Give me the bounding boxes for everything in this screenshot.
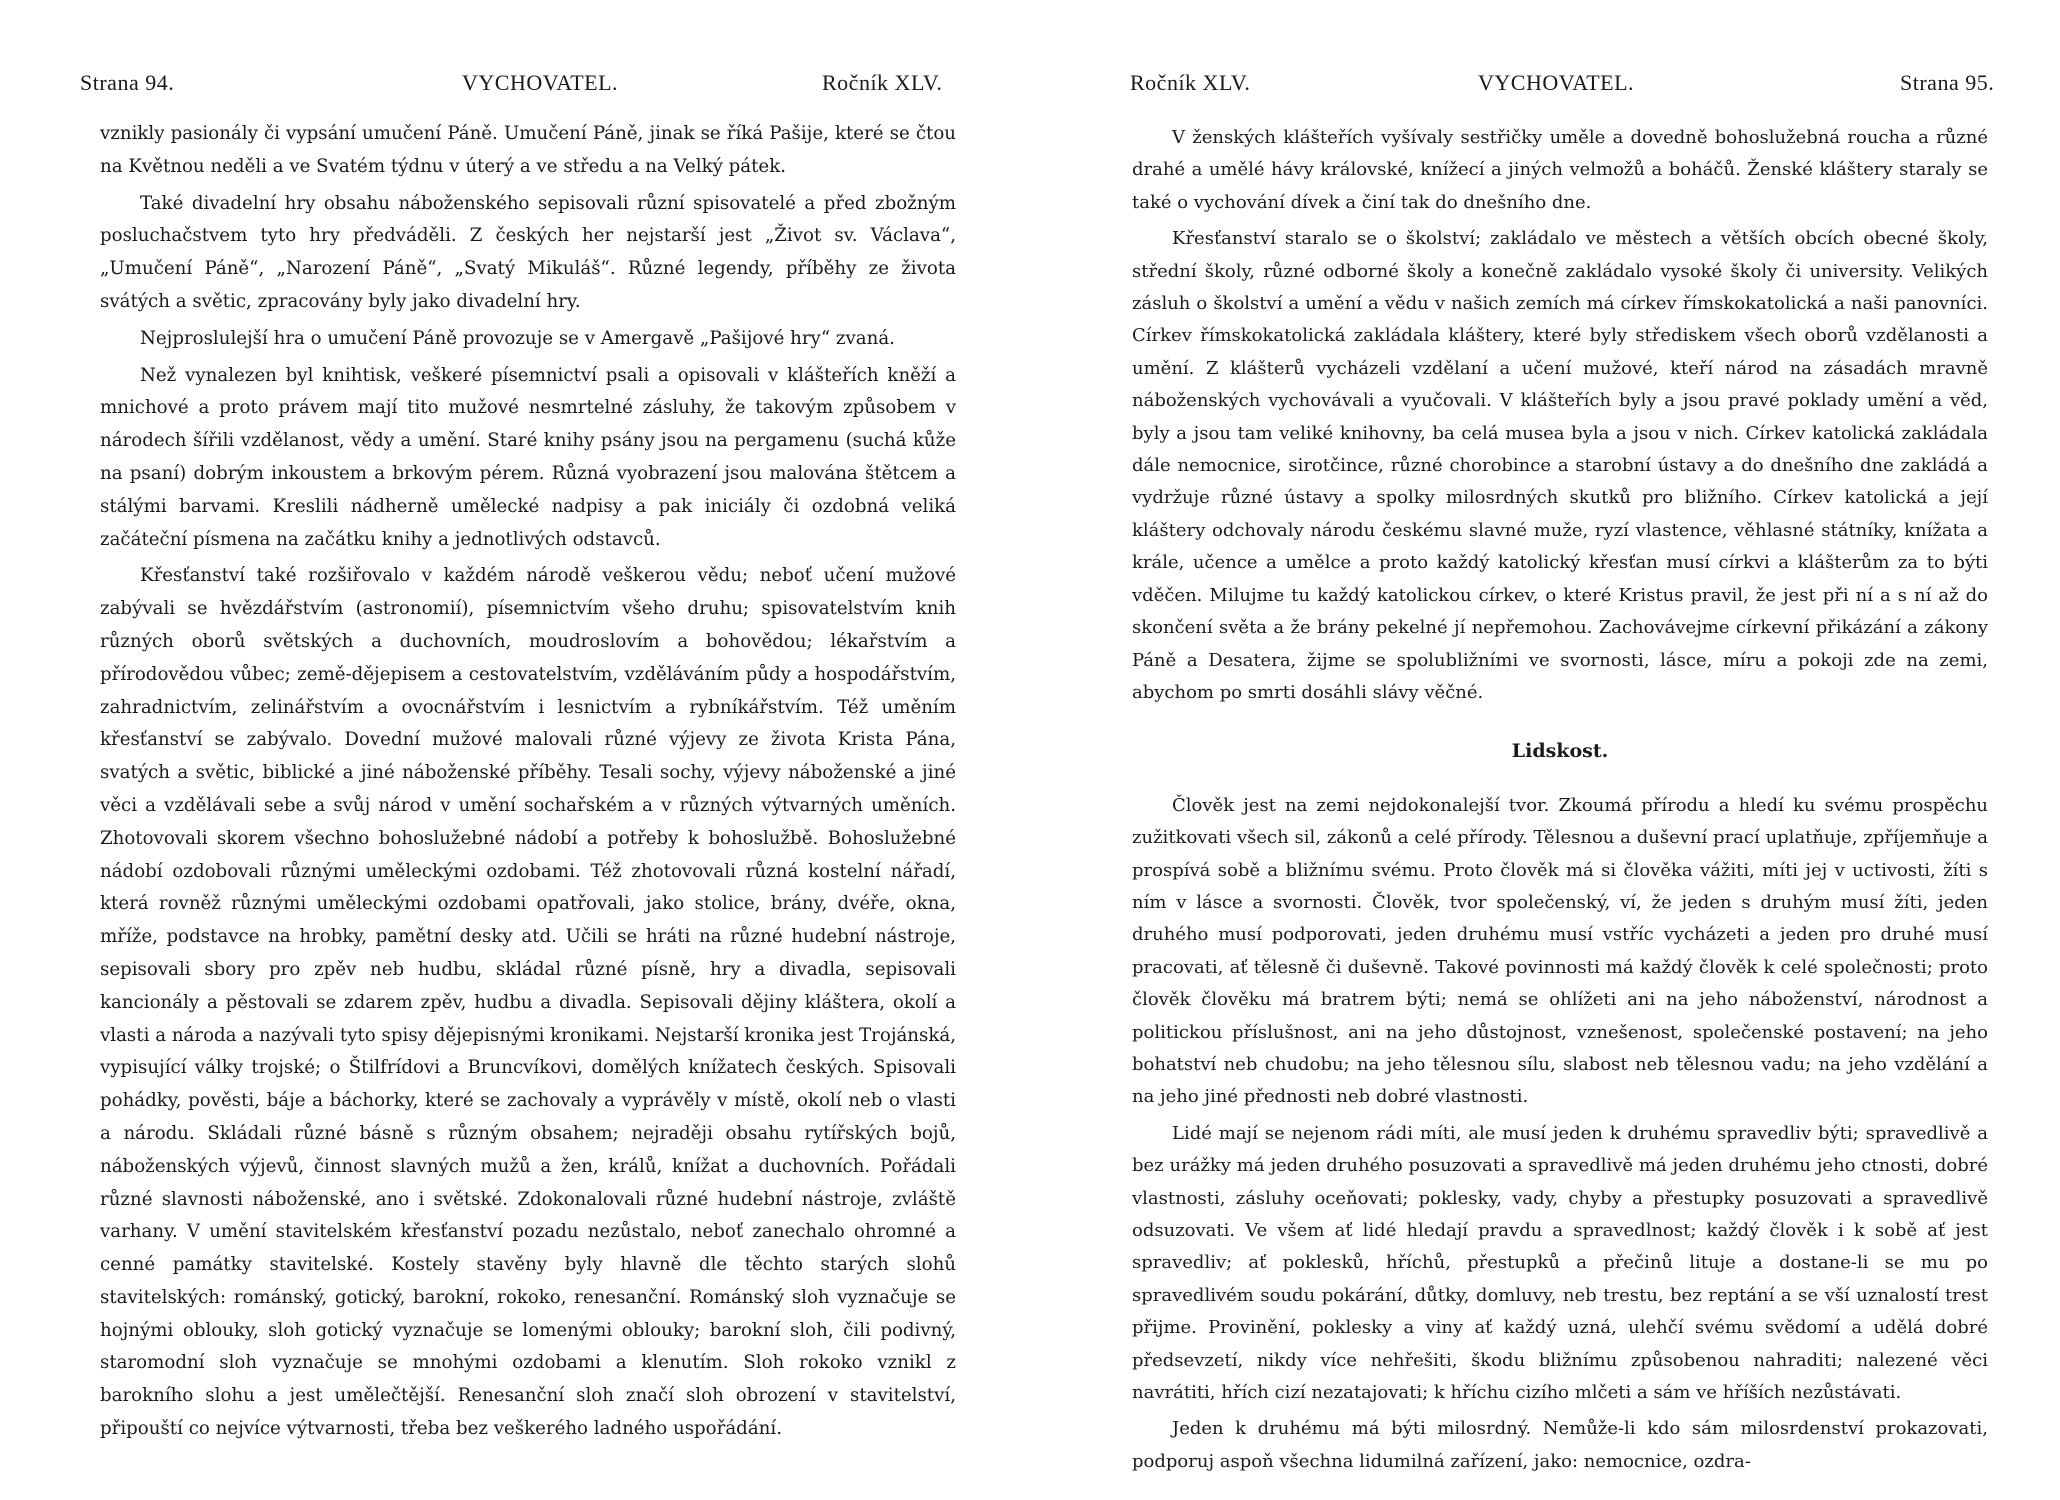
page-number: Strana 95. <box>1900 70 1995 95</box>
right-page <box>1030 0 2060 1500</box>
paragraph: V ženských klášteřích vyšívaly sestřičky uměle a dovedně bohoslužebná roucha a různé drahé a umělé hávy královské, knížecí a jiných velmožů a boháčů. Ženské kláštery staraly se také o vychování dívek a činí tak do dnešního dne. <box>1132 127 1988 213</box>
paragraph: Také divadelní hry obsahu náboženského sepisovali různí spisovatelé a před zbožným posluchačstvem tyto hry předváděli. Z českých her nejstarší jest „Život sv. Václava“, „Umučení Páně“, „Narození Páně“, „Svatý Mikuláš“. Různé legendy, příběhy ze života svátých a světic, zpracovány byly jako divadelní hry. <box>100 192 956 312</box>
paragraph: Než vynalezen byl knihtisk, veškeré písemnictví psali a opisovali v klášteřích kněží a mnichové a proto právem mají tito mužové nesmrtelné zásluhy, že takovým způsobem v národech šířili vzdělanost, vědy a umění. Staré knihy psány jsou na pergamenu (suchá kůže na psaní) dobrým inkoustem a brkovým pérem. Různá vyobrazení jsou malována štětcem a stálými barvami. Kreslili nádherně umělecké nadpisy a pak iniciály či ozdobná veliká začáteční písmena na začátku knihy a jednotlivých odstavců. <box>100 364 956 550</box>
paragraph: Jeden k druhému má býti milosrdný. Nemůže-li kdo sám milosrdenství prokazovati, podporuj aspoň všechna lidumilná zařízení, jako: nemocnice, ozdra- <box>1132 1418 1988 1472</box>
paragraph: Nejproslulejší hra o umučení Páně provozuje se v Amergavě „Pašijové hry“ zvaná. <box>140 327 895 349</box>
section-heading: Lidskost. <box>1511 740 1609 763</box>
left-text-column <box>100 118 956 1446</box>
volume-label: Ročník XLV. <box>1130 70 1251 95</box>
paragraph: Člověk jest na zemi nejdokonalejší tvor. Zkoumá přírodu a hledí ku svému prospěchu zužitkovati všech sil, zákonů a celé přírody. Tělesnou a duševní prací uplatňuje, zpříjemňuje a prospívá sobě a bližnímu svému. Proto člověk má si člověka vážiti, míti jej v uctivosti, žíti s ním v lásce a svornosti. Člověk, tvor společenský, ví, že jeden s druhým musí žíti, jeden druhého musí podporovati, jeden druhému musí vstříc vycházeti a jeden pro druhé musí pracovati, ať tělesně či duševně. Takové povinnosti má každý člověk k celé společnosti; proto člověk člověku má bratrem býti; nemá se ohlížeti ani na jeho náboženství, národnost a politickou příslušnost, ani na jeho důstojnost, vznešenost, společenské postavení; na jeho bohatství neb chudobu; na jeho tělesnou sílu, slabost neb tělesnou vadu; na jeho vzdělání a na jeho jiné přednosti neb dobré vlastnosti. <box>1132 794 1988 1108</box>
paragraph: Lidé mají se nejenom rádi míti, ale musí jeden k druhému spravedliv býti; spravedlivě a bez urážky má jeden druhého posuzovati a spravedlivě má jeden druhému jeho ctnosti, dobré vlastnosti, zásluhy oceňovati; poklesky, vady, chyby a přestupky posuzovati a spravedlivě odsuzovati. Ve všem ať lidé hledají pravdu a spravedlnost; každý člověk i k sobě ať jest spravedliv; ať poklesků, hříchů, přestupků a přečinů lituje a dostane-li se mu po spravedlivém soudu pokárání, důtky, domluvy, neb trestu, bez reptání a se vší uznalostí trest přijme. Provinění, poklesky a viny ať každý uzná, ulehčí svému svědomí a udělá dobré předsevzetí, nikdy více nehřešiti, škodu bližnímu způsobenou nahraditi; nalezené věci navrátiti, hřích cizí nezatajovati; k hříchu cizího mlčeti a sám ve hříších nezůstávati. <box>1132 1122 1988 1404</box>
volume-label: Ročník XLV. <box>822 70 943 95</box>
journal-title: VYCHOVATEL. <box>1478 70 1635 95</box>
paragraph: Křesťanství také rozšiřovalo v každém národě veškerou vědu; neboť učení mužové zabývali se hvězdářstvím (astronomií), písemnictvím všeho druhu; spisovatelstvím knih různých oborů světských a duchovních, moudroslovím a bohovědou; lékařstvím a přírodovědou vůbec; země-dějepisem a cestovatelstvím, vzděláváním půdy a hospodářstvím, zahradnictvím, zelinářstvím a ovocnářstvím i lesnictvím a rybníkářstvím. Též uměním křesťanství se zabývalo. Dovední mužové malovali různé výjevy ze života Krista Pána, svatých a světic, biblické a jiné náboženské příběhy. Tesali sochy, výjevy náboženské a jiné věci a vzdělávali sebe a svůj národ v umění sochařském a v různých výtvarných uměních. Zhotovovali skorem všechno bohoslužebné nádobí a potřeby k bohoslužbě. Bohoslužebné nádobí ozdobovali různými uměleckými ozdobami. Též zhotovovali různá kostelní nářadí, která rovněž různými uměleckými ozdobami opatřovali, jako stolice, brány, dvéře, okna, mříže, podstavce na hrobky, pamětní desky atd. Učili se hráti na různé hudební nástroje, sepisovali sbory pro zpěv neb hudbu, skládal různé písně, hry a divadla, sepisovali kancionály a pěstovali se zdarem zpěv, hudbu a divadla. Sepisovali dějiny kláštera, okolí a vlasti a národa a nazývali tyto spisy dějepisnými kronikami. Nejstarší kronika jest Trojánská, vypisující války trojské; o Štilfrídovi a Bruncvíkovi, domělých knížatech českých. Spisovali pohádky, pověsti, báje a báchorky, které se zachovaly a vyprávěly v místě, okolí neb o vlasti a národu. Skládali různé básně s různým obsahem; nejraději obsahu rytířských bojů, náboženských výjevů, činnost slavných mužů a žen, králů, knížat a duchovních. Pořádali různé slavnosti náboženské, ano i světské. Zdokonalovali různé hudební nástroje, zvláště varhany. V umění stavitelském křesťanství pozadu nezůstalo, neboť zanechalo ohromné a cenné památky stavitelské. Kostely stavěny byly hlavně dle těchto starých slohů stavitelských: románský, gotický, barokní, rokoko, renesanční. Románský sloh vyznačuje se hojnými oblouky, sloh gotický vyznačuje se lomenými oblouky; barokní sloh, čili podivný, staromodní sloh vyznačuje se mnohými ozdobami a klenutím. Sloh rokoko vznikl z barokního slohu a jest umělečtější. Renesanční sloh značí sloh obrození v stavitelství, připouští co nejvíce výtvarnosti, třeba bez veškerého ladného uspořádání. <box>100 565 956 1440</box>
page-number: Strana 94. <box>80 70 175 95</box>
paragraph: vznikly pasionály či vypsání umučení Páně. Umučení Páně, jinak se říká Pašije, které se čtou na Květnou neděli a ve Svatém týdnu v úterý a ve středu a na Velký pátek. <box>100 123 956 177</box>
right-text-column <box>1132 122 1988 1478</box>
paragraph: Křesťanství staralo se o školství; zakládalo ve městech a větších obcích obecné školy, střední školy, různé odborné školy a konečně zakládalo vysoké školy či university. Velikých zásluh o školství a umění a vědu v našich zemích má církev římskokatolická a naši panovníci. Církev římskokatolická zakládala kláštery, které byly střediskem všech oborů vzdělanosti a umění. Z klášterů vycházeli vzdělaní a učení mužové, kteří národ na zásadách mravně náboženských vychovávali a vyučovali. V klášteřích byly a jsou pravé poklady umění a věd, byly a jsou tam veliké knihovny, ba celá musea byla a jsou v nich. Církev katolická zakládala dále nemocnice, sirotčince, různé chorobince a starobní ústavy a do dnešního dne zakládá a vydržuje různé ústavy a spolky milosrdných skutků pro bližního. Církev katolická a její kláštery odchovaly národu českému slavné muže, ryzí vlastence, věhlasné státníky, knížata a krále, učence a umělce a proto každý katolický křesťan musí církvi a klášterům za to býti vděčen. Milujme tu každý katolickou církev, o které Kristus pravil, že jest při ní a s ní až do skončení světa a že brány pekelné jí nepřemohou. Zachovávejme církevní přikázání a zákony Páně a Desatera, žijme se spolubližními ve svornosti, lásce, míru a pokoji zde na zemi, abychom po smrti dosáhli slávy věčné. <box>1132 228 1988 703</box>
journal-title: VYCHOVATEL. <box>462 70 619 95</box>
